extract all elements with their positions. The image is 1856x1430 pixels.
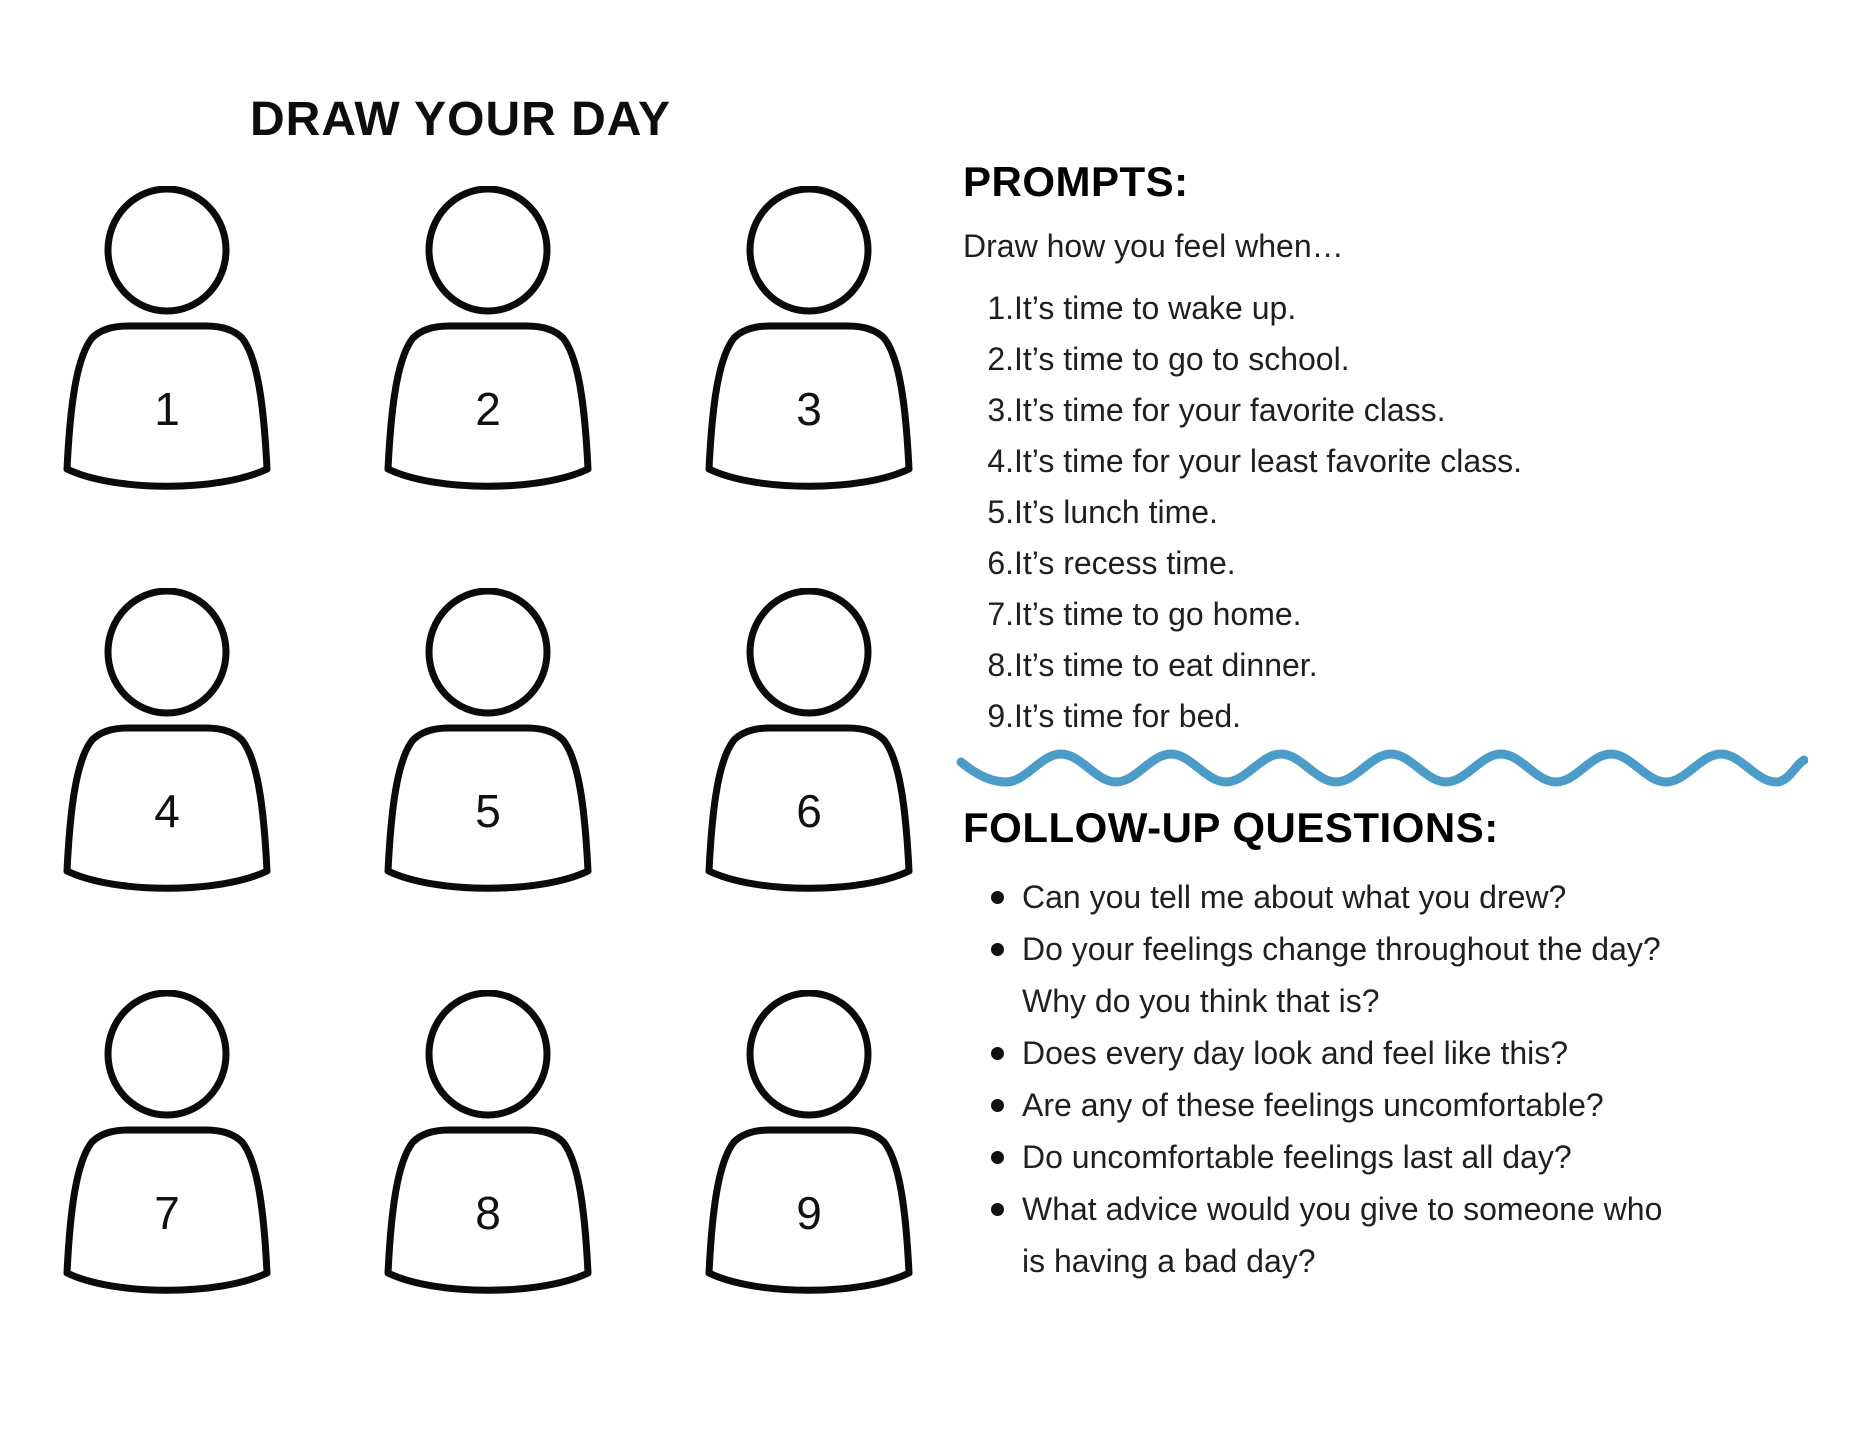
drawing-figure-3	[704, 186, 914, 498]
bullet-cell	[963, 1079, 1022, 1131]
prompt-item	[963, 487, 1522, 538]
followup-line	[963, 1131, 1662, 1183]
person-outline-icon	[383, 186, 593, 498]
followup-line	[963, 1183, 1662, 1235]
person-outline-icon	[62, 186, 272, 498]
prompt-item	[963, 334, 1522, 385]
prompt-number: 2.	[987, 341, 1014, 377]
prompt-item	[963, 283, 1522, 334]
bullet-cell	[963, 1131, 1022, 1183]
prompt-text: It’s time for your favorite class.	[1014, 392, 1446, 428]
prompt-item	[963, 691, 1522, 742]
drawing-figure-2	[383, 186, 593, 498]
prompt-text: It’s time to eat dinner.	[1014, 647, 1318, 683]
drawing-figure-4	[62, 588, 272, 900]
followup-line	[963, 1027, 1662, 1079]
page-title: DRAW YOUR DAY	[250, 93, 672, 146]
prompt-text: It’s time to go to school.	[1014, 341, 1350, 377]
prompt-text: It’s time to go home.	[1014, 596, 1302, 632]
prompt-text: It’s time for bed.	[1014, 698, 1242, 734]
figure-number: 1	[154, 383, 180, 435]
figure-number: 8	[475, 1187, 501, 1239]
figure-number: 5	[475, 785, 501, 837]
person-outline-icon	[704, 588, 914, 900]
prompt-text: It’s time to wake up.	[1014, 290, 1297, 326]
followup-text: Can you tell me about what you drew?	[1022, 878, 1567, 915]
followup-text: Does every day look and feel like this?	[1022, 1034, 1569, 1071]
person-outline-icon	[704, 990, 914, 1302]
followup-text: Do uncomfortable feelings last all day?	[1022, 1138, 1572, 1175]
bullet-icon	[991, 1047, 1004, 1060]
prompt-item	[963, 385, 1522, 436]
figure-number: 6	[796, 785, 822, 837]
followup-text: is having a bad day?	[1022, 1242, 1316, 1279]
prompt-number: 8.	[987, 647, 1014, 683]
bullet-cell	[963, 923, 1022, 975]
prompts-intro: Draw how you feel when…	[963, 228, 1344, 264]
bullet-cell	[963, 1183, 1022, 1235]
prompt-number: 5.	[987, 494, 1014, 530]
prompt-item	[963, 436, 1522, 487]
drawing-figure-5	[383, 588, 593, 900]
prompt-text: It’s time for your least favorite class.	[1014, 443, 1523, 479]
figure-number: 4	[154, 785, 180, 837]
followup-line	[963, 1079, 1662, 1131]
followup-text: Are any of these feelings uncomfortable?	[1022, 1086, 1604, 1123]
figure-number: 2	[475, 383, 501, 435]
figure-number: 3	[796, 383, 822, 435]
wavy-divider	[956, 738, 1808, 798]
person-outline-icon	[383, 990, 593, 1302]
bullet-cell	[963, 871, 1022, 923]
followup-line	[963, 975, 1662, 1027]
bullet-cell	[963, 1027, 1022, 1079]
drawing-figure-7	[62, 990, 272, 1302]
person-outline-icon	[704, 186, 914, 498]
followup-list	[963, 871, 1662, 1287]
followup-text: What advice would you give to someone who	[1022, 1190, 1663, 1227]
bullet-icon	[991, 891, 1004, 904]
figure-number: 9	[796, 1187, 822, 1239]
prompt-item	[963, 589, 1522, 640]
drawing-figure-6	[704, 588, 914, 900]
followup-line	[963, 871, 1662, 923]
wave-line-icon	[956, 738, 1808, 798]
prompt-number: 7.	[987, 596, 1014, 632]
bullet-icon	[991, 1151, 1004, 1164]
prompts-heading: PROMPTS:	[963, 158, 1189, 205]
followup-heading: FOLLOW-UP QUESTIONS:	[963, 804, 1499, 851]
bullet-icon	[991, 943, 1004, 956]
bullet-cell	[963, 975, 1022, 1027]
bullet-icon	[991, 1203, 1004, 1216]
drawing-figure-9	[704, 990, 914, 1302]
followup-line	[963, 923, 1662, 975]
drawing-figure-1	[62, 186, 272, 498]
prompt-item	[963, 538, 1522, 589]
prompt-text: It’s lunch time.	[1014, 494, 1218, 530]
followup-line	[963, 1235, 1662, 1287]
bullet-icon	[991, 1099, 1004, 1112]
followup-text: Why do you think that is?	[1022, 982, 1380, 1019]
followup-text: Do your feelings change throughout the day?	[1022, 930, 1661, 967]
prompt-number: 4.	[987, 443, 1014, 479]
prompts-list	[963, 283, 1522, 742]
prompt-item	[963, 640, 1522, 691]
prompt-number: 9.	[987, 698, 1014, 734]
person-outline-icon	[383, 588, 593, 900]
drawing-figure-8	[383, 990, 593, 1302]
prompt-text: It’s recess time.	[1014, 545, 1236, 581]
prompt-number: 1.	[987, 290, 1014, 326]
figure-number: 7	[154, 1187, 180, 1239]
person-outline-icon	[62, 588, 272, 900]
person-outline-icon	[62, 990, 272, 1302]
prompt-number: 6.	[987, 545, 1014, 581]
bullet-cell	[963, 1235, 1022, 1287]
prompt-number: 3.	[987, 392, 1014, 428]
